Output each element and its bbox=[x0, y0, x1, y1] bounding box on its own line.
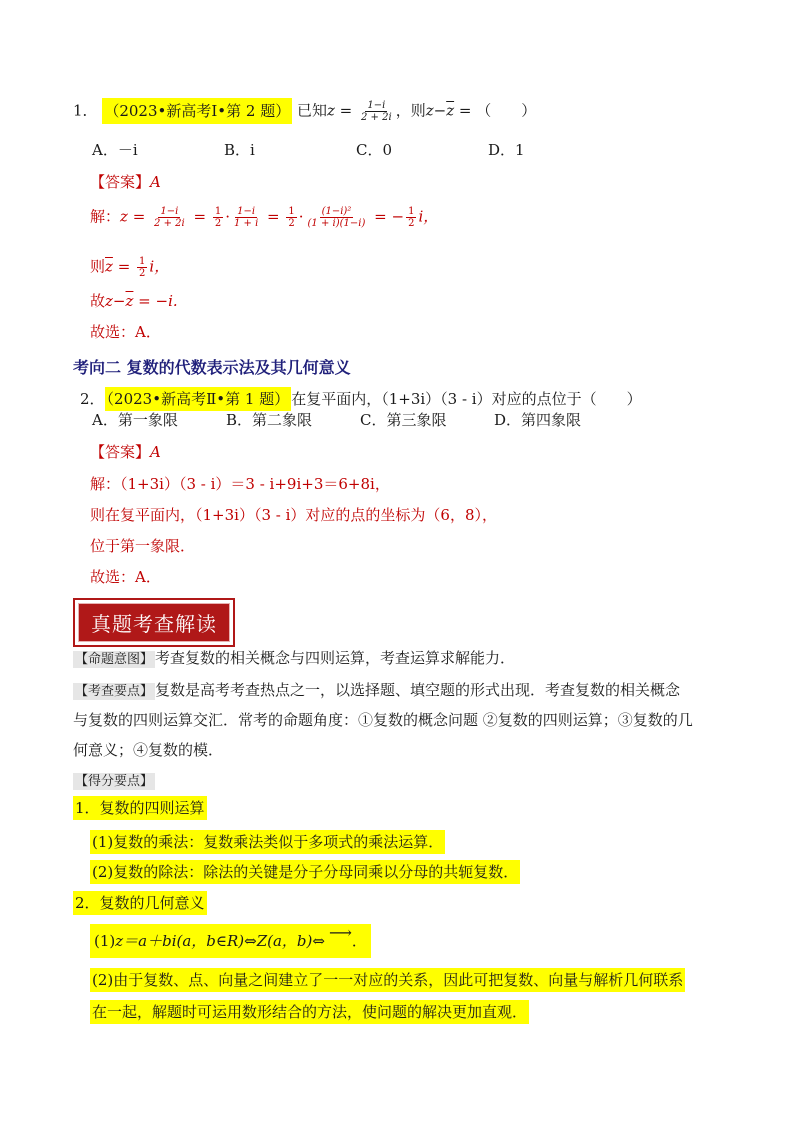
stem-text: 在复平面内，（1+3i）（3 - i）对应的点位于（ ） bbox=[291, 390, 642, 408]
math-op: = − bbox=[369, 207, 405, 226]
fraction-numerator: 1 bbox=[139, 256, 146, 267]
fraction-numerator: (1−i)² bbox=[321, 206, 352, 217]
points-tag: 【考查要点】 bbox=[75, 684, 154, 699]
fraction-denominator: 2 bbox=[214, 218, 222, 229]
fraction-numerator: 1 bbox=[408, 206, 415, 217]
question-source-badge: （2023•新高考Ⅰ•第 2 题） bbox=[102, 98, 292, 124]
fraction-denominator: (1 + i)(1−i) bbox=[307, 218, 366, 229]
stem-text: 已知 bbox=[296, 101, 327, 120]
fraction-denominator: 2 bbox=[288, 218, 295, 229]
points-line-2: 与复数的四则运算交汇．常考的命题角度：①复数的概念问题 ②复数的四则运算；③复数的几 bbox=[73, 711, 693, 729]
option-d[interactable]: D．第四象限 bbox=[494, 411, 582, 429]
question-1-options bbox=[92, 140, 562, 160]
question-number: 1． bbox=[73, 101, 98, 120]
math-op: · bbox=[298, 207, 304, 226]
fraction-numerator: 1 bbox=[288, 206, 295, 217]
solution-2-line-3: 位于第一象限． bbox=[90, 537, 196, 555]
section-banner-title: 真题考查解读 bbox=[78, 603, 230, 642]
solution-2-line-2: 则在复平面内，（1+3i）（3 - i）对应的点的坐标为（6，8）， bbox=[90, 506, 497, 524]
math-op: = bbox=[188, 207, 211, 226]
solution-prefix: 则 bbox=[90, 257, 106, 276]
solution-prefix: 故 bbox=[90, 292, 106, 310]
solution-1-line-1 bbox=[90, 206, 438, 229]
fraction-numerator: 1−i bbox=[367, 100, 386, 111]
math-op: = bbox=[112, 257, 136, 276]
score-item-math: z＝a＋bi(a，b∈R)⇔Z(a，b)⇔ bbox=[115, 932, 325, 950]
question-number: 2． bbox=[80, 390, 105, 408]
score-heading-2-text: 2．复数的几何意义 bbox=[73, 891, 207, 915]
math-op: = bbox=[262, 207, 285, 226]
fraction bbox=[232, 206, 260, 229]
solution-1-line-4: 故选：A． bbox=[90, 323, 161, 341]
fraction-numerator: 1−i bbox=[237, 206, 256, 217]
score-item-2-2-line-2 bbox=[90, 1002, 529, 1022]
score-heading-1-text: 1．复数的四则运算 bbox=[73, 796, 207, 820]
answer-label: 【答案】 bbox=[90, 173, 151, 191]
fraction bbox=[306, 206, 368, 229]
question-2-stem bbox=[80, 389, 642, 409]
fraction-numerator: 1−i bbox=[160, 206, 179, 217]
math-conjugate: $\overline{z}$ bbox=[125, 292, 134, 310]
section-banner bbox=[73, 598, 235, 647]
math-var: z bbox=[327, 101, 335, 120]
fraction-denominator: 2 bbox=[408, 218, 415, 229]
option-c[interactable]: C．0 bbox=[356, 141, 393, 159]
intent-text: 考查复数的相关概念与四则运算，考查运算求解能力． bbox=[155, 649, 516, 667]
fraction-denominator: 2 bbox=[139, 268, 146, 279]
math-expr: z− bbox=[425, 101, 447, 120]
score-item-text: (2)复数的除法：除法的关键是分子分母同乘以分母的共轭复数． bbox=[90, 860, 520, 884]
fraction-denominator: 2 + 2i bbox=[361, 112, 392, 123]
score-item-1-2 bbox=[90, 862, 520, 882]
fraction-denominator: 2 + 2i bbox=[154, 218, 185, 229]
answer-label: 【答案】 bbox=[90, 443, 151, 461]
question-source-badge: （2023•新高考Ⅱ•第 1 题） bbox=[105, 387, 292, 411]
points-line-3: 何意义；④复数的模． bbox=[73, 741, 224, 759]
fraction bbox=[406, 206, 416, 229]
fraction bbox=[152, 206, 187, 229]
solution-1-line-3 bbox=[90, 291, 178, 311]
score-item-prefix: (1) bbox=[94, 932, 116, 950]
math-conjugate: $\overline{z}$ bbox=[446, 101, 455, 120]
answer-value: A bbox=[150, 443, 161, 461]
option-a[interactable]: A．第一象限 bbox=[92, 411, 178, 429]
score-tag: 【得分要点】 bbox=[75, 774, 154, 789]
stem-text: ，则 bbox=[395, 101, 426, 120]
stem-text: = （ ） bbox=[454, 101, 537, 120]
option-d[interactable]: D．1 bbox=[488, 141, 525, 159]
question-2-options bbox=[92, 410, 652, 430]
section-heading: 考向二 复数的代数表示法及其几何意义 bbox=[73, 358, 351, 377]
option-b[interactable]: B．i bbox=[224, 141, 255, 159]
fraction bbox=[286, 206, 296, 229]
question-1-stem bbox=[73, 100, 536, 123]
math-var: z bbox=[120, 207, 128, 226]
score-item-tail: ． bbox=[351, 932, 367, 950]
answer-1 bbox=[90, 172, 161, 192]
score-heading-1 bbox=[73, 798, 207, 818]
solution-2-line-1: 解：（1+3i）（3 - i）＝3 - i+9i+3＝6+8i， bbox=[90, 475, 390, 493]
option-a[interactable]: A．－i bbox=[92, 141, 138, 159]
fraction bbox=[137, 256, 147, 279]
fraction-denominator: 1 + i bbox=[233, 218, 259, 229]
score-tag-line bbox=[73, 770, 155, 792]
option-b[interactable]: B．第二象限 bbox=[226, 411, 313, 429]
score-heading-2 bbox=[73, 893, 207, 913]
fraction bbox=[359, 100, 394, 123]
intent-tag: 【命题意图】 bbox=[75, 652, 154, 667]
score-item-text: (1)复数的乘法：复数乘法类似于多项式的乘法运算． bbox=[90, 830, 445, 854]
math-expr: z− bbox=[105, 292, 126, 310]
solution-2-line-4: 故选：A． bbox=[90, 568, 161, 586]
math-op: = bbox=[334, 101, 358, 120]
solution-1-line-2 bbox=[90, 256, 169, 279]
fraction-numerator: 1 bbox=[214, 206, 222, 217]
intent-line bbox=[73, 648, 515, 670]
math-tail: = −i. bbox=[133, 292, 178, 310]
score-item-2-2-line-1 bbox=[90, 970, 685, 990]
math-tail: i， bbox=[418, 207, 439, 226]
points-text: 复数是高考考查热点之一，以选择题、填空题的形式出现．考查复数的相关概念 bbox=[155, 681, 681, 699]
score-item-2-1 bbox=[90, 924, 371, 958]
vector-arrow-icon: ⟶ bbox=[328, 923, 352, 942]
solution-prefix: 解： bbox=[90, 207, 121, 226]
option-c[interactable]: C．第三象限 bbox=[360, 411, 447, 429]
score-item-text: 在一起，解题时可运用数形结合的方法，使问题的解决更加直观． bbox=[90, 1000, 529, 1024]
score-item-1-1 bbox=[90, 832, 445, 852]
math-op: = bbox=[127, 207, 151, 226]
answer-2 bbox=[90, 442, 161, 462]
math-op: · bbox=[225, 207, 230, 226]
answer-value: A bbox=[150, 173, 161, 191]
math-conjugate: $\overline{z}$ bbox=[105, 257, 113, 276]
score-item-text: (2)由于复数、点、向量之间建立了一一对应的关系，因此可把复数、向量与解析几何联系 bbox=[90, 968, 685, 992]
points-line-1 bbox=[73, 680, 680, 702]
fraction bbox=[213, 206, 223, 229]
math-tail: i， bbox=[149, 257, 170, 276]
